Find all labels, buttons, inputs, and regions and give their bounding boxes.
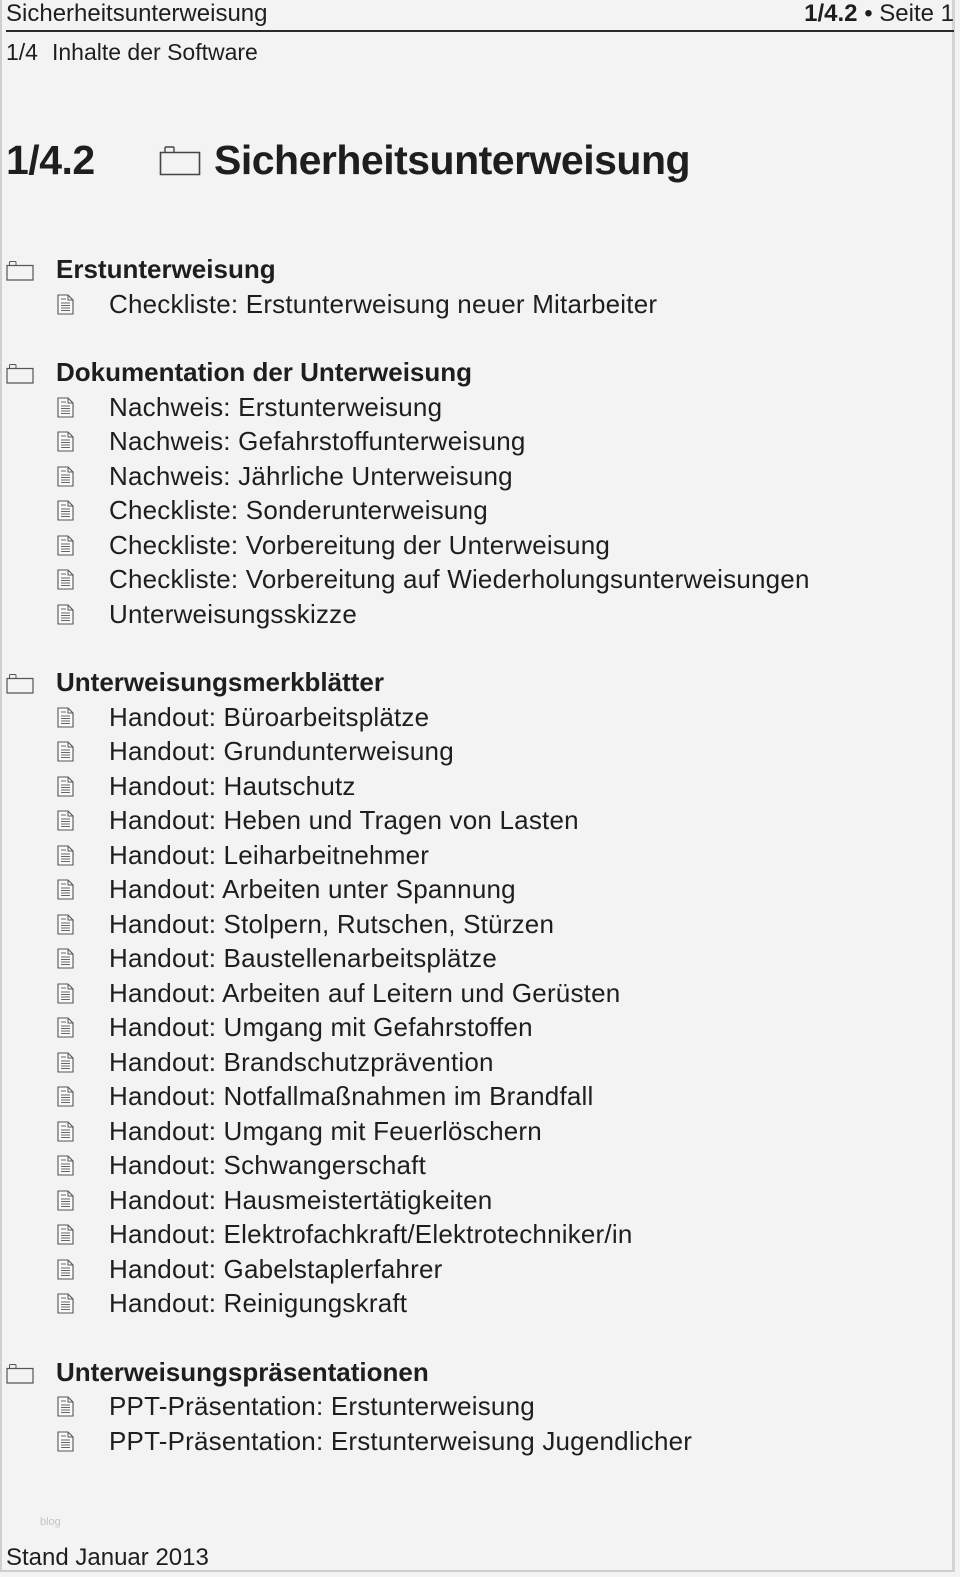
header-page-number: Seite 1 bbox=[879, 0, 954, 27]
document-label: Handout: Büroarbeitsplätze bbox=[109, 701, 430, 732]
document-item[interactable] bbox=[6, 1183, 946, 1218]
folder-heading[interactable] bbox=[6, 252, 946, 287]
document-icon bbox=[57, 535, 74, 556]
document-item[interactable] bbox=[6, 734, 946, 769]
document-item[interactable] bbox=[6, 700, 946, 735]
document-label: Handout: Hautschutz bbox=[109, 770, 356, 801]
document-label: Handout: Leiharbeitnehmer bbox=[109, 839, 430, 870]
document-icon bbox=[57, 1190, 74, 1211]
contents-list bbox=[6, 252, 946, 1492]
document-icon bbox=[57, 1431, 74, 1452]
document-label: Handout: Gabelstaplerfahrer bbox=[109, 1253, 443, 1284]
document-icon bbox=[57, 1121, 74, 1142]
folder-icon bbox=[6, 363, 34, 384]
document-label: Handout: Umgang mit Feuerlöschern bbox=[109, 1115, 542, 1146]
document-icon bbox=[57, 948, 74, 969]
folder-icon bbox=[6, 1363, 34, 1384]
document-icon bbox=[57, 397, 74, 418]
header-page-info bbox=[804, 0, 954, 28]
document-label: Handout: Heben und Tragen von Lasten bbox=[109, 805, 579, 835]
document-label: Checkliste: Erstunterweisung neuer Mitarbeiter bbox=[109, 288, 658, 319]
document-item[interactable] bbox=[6, 769, 946, 804]
document-icon bbox=[57, 604, 74, 625]
document-label: Handout: Baustellenarbeitsplätze bbox=[109, 943, 497, 973]
document-icon bbox=[57, 294, 74, 315]
document-icon bbox=[57, 983, 74, 1004]
document-label: Handout: Umgang mit Gefahrstoffen bbox=[109, 1012, 533, 1042]
document-icon bbox=[57, 466, 74, 487]
document-icon bbox=[57, 776, 74, 797]
document-icon bbox=[57, 879, 74, 900]
document-item[interactable] bbox=[6, 907, 946, 942]
document-label: Checkliste: Vorbereitung auf Wiederholungsunterweisungen bbox=[109, 564, 810, 594]
document-item[interactable] bbox=[6, 1079, 946, 1114]
folder-heading[interactable] bbox=[6, 1355, 946, 1390]
document-icon bbox=[57, 569, 74, 590]
folder-heading[interactable] bbox=[6, 355, 946, 390]
document-item[interactable] bbox=[6, 1114, 946, 1149]
folder-icon bbox=[159, 144, 201, 176]
document-label: Nachweis: Jährliche Unterweisung bbox=[109, 460, 513, 491]
document-item[interactable] bbox=[6, 459, 946, 494]
document-item[interactable] bbox=[6, 1010, 946, 1045]
document-icon bbox=[57, 845, 74, 866]
document-label: Handout: Brandschutzprävention bbox=[109, 1046, 494, 1077]
document-label: PPT-Präsentation: Erstunterweisung bbox=[109, 1391, 535, 1421]
chapter-number: 1/4 bbox=[6, 39, 38, 65]
document-icon bbox=[57, 500, 74, 521]
document-item[interactable] bbox=[6, 1424, 946, 1459]
title-number: 1/4.2 bbox=[6, 137, 95, 183]
document-icon bbox=[57, 431, 74, 452]
document-icon bbox=[57, 1396, 74, 1417]
document-item[interactable] bbox=[6, 562, 946, 597]
document-icon bbox=[57, 1224, 74, 1245]
document-label: Handout: Stolpern, Rutschen, Stürzen bbox=[109, 908, 555, 939]
document-item[interactable] bbox=[6, 1045, 946, 1080]
document-label: Handout: Arbeiten auf Leitern und Gerüsten bbox=[109, 977, 621, 1008]
document-label: Nachweis: Gefahrstoffunterweisung bbox=[109, 426, 526, 456]
folder-section bbox=[6, 355, 946, 631]
document-label: Handout: Reinigungskraft bbox=[109, 1288, 408, 1318]
document-item[interactable] bbox=[6, 1252, 946, 1287]
document-icon bbox=[57, 914, 74, 935]
chapter-subheader bbox=[6, 38, 258, 66]
folder-icon bbox=[6, 260, 34, 281]
footer-date: Stand Januar 2013 bbox=[6, 1544, 209, 1571]
document-item[interactable] bbox=[6, 424, 946, 459]
folder-heading[interactable] bbox=[6, 665, 946, 700]
document-item[interactable] bbox=[6, 803, 946, 838]
document-icon bbox=[57, 1293, 74, 1314]
document-label: Handout: Arbeiten unter Spannung bbox=[109, 874, 516, 904]
document-label: Handout: Elektrofachkraft/Elektrotechniker/in bbox=[109, 1219, 633, 1249]
header-separator: • bbox=[857, 0, 880, 27]
document-item[interactable] bbox=[6, 1217, 946, 1252]
title-text: Sicherheitsunterweisung bbox=[214, 137, 691, 183]
document-item[interactable] bbox=[6, 390, 946, 425]
folder-label: Unterweisungspräsentationen bbox=[56, 1356, 429, 1387]
document-label: Checkliste: Sonderunterweisung bbox=[109, 495, 488, 525]
document-item[interactable] bbox=[6, 976, 946, 1011]
document-icon bbox=[57, 1017, 74, 1038]
document-item[interactable] bbox=[6, 941, 946, 976]
document-label: Handout: Grundunterweisung bbox=[109, 736, 454, 766]
document-icon bbox=[57, 1052, 74, 1073]
watermark: blog bbox=[40, 1516, 61, 1528]
document-item[interactable] bbox=[6, 838, 946, 873]
header-section-number: 1/4.2 bbox=[804, 0, 858, 27]
folder-icon bbox=[6, 673, 34, 694]
document-label: Handout: Schwangerschaft bbox=[109, 1150, 426, 1180]
document-label: Handout: Notfallmaßnahmen im Brandfall bbox=[109, 1081, 594, 1111]
document-icon bbox=[57, 1086, 74, 1107]
folder-label: Dokumentation der Unterweisung bbox=[56, 357, 473, 387]
document-icon bbox=[57, 741, 74, 762]
folder-section bbox=[6, 252, 946, 321]
folder-label: Unterweisungsmerkblätter bbox=[56, 667, 384, 697]
document-item[interactable] bbox=[6, 1389, 946, 1424]
document-label: PPT-Präsentation: Erstunterweisung Jugendlicher bbox=[109, 1425, 693, 1456]
folder-section bbox=[6, 1355, 946, 1459]
document-item[interactable] bbox=[6, 528, 946, 563]
folder-label: Erstunterweisung bbox=[56, 254, 276, 284]
document-item[interactable] bbox=[6, 493, 946, 528]
chapter-label: Inhalte der Software bbox=[51, 39, 258, 65]
document-item[interactable] bbox=[6, 1148, 946, 1183]
document-icon bbox=[57, 707, 74, 728]
document-icon bbox=[57, 1259, 74, 1280]
document-item[interactable] bbox=[6, 597, 946, 632]
document-item[interactable] bbox=[6, 287, 946, 322]
document-item[interactable] bbox=[6, 872, 946, 907]
document-icon bbox=[57, 1155, 74, 1176]
folder-section bbox=[6, 665, 946, 1321]
document-label: Handout: Hausmeistertätigkeiten bbox=[109, 1184, 493, 1215]
document-label: Unterweisungsskizze bbox=[109, 598, 358, 629]
document-label: Checkliste: Vorbereitung der Unterweisung bbox=[109, 529, 611, 560]
header-title: Sicherheitsunterweisung bbox=[6, 0, 268, 27]
running-header bbox=[6, 0, 954, 32]
document-icon bbox=[57, 810, 74, 831]
document-label: Nachweis: Erstunterweisung bbox=[109, 391, 443, 422]
document-item[interactable] bbox=[6, 1286, 946, 1321]
